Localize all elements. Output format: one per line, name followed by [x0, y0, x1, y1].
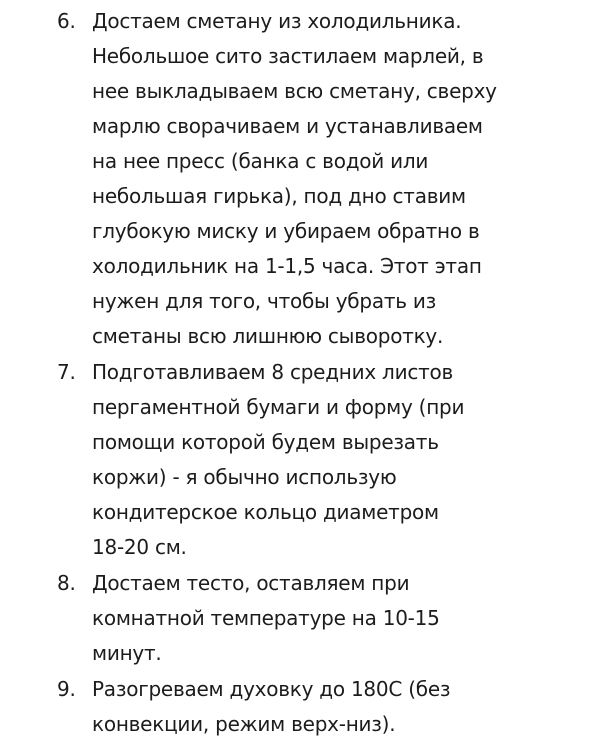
step-text-line: коржи) - я обычно использую	[92, 465, 397, 489]
step-text-line: Достаем тесто, оставляем при	[92, 571, 410, 595]
step-text-line: 18-20 см.	[92, 535, 187, 559]
step-text	[92, 355, 592, 565]
step-text-line: Разогреваем духовку до 180С (без	[92, 677, 451, 701]
step-number: 6.	[57, 9, 76, 33]
step-text-line: на нее пресс (банка с водой или	[92, 149, 429, 173]
step-text-line: Достаем сметану из холодильника.	[92, 9, 462, 33]
step-text-line: нее выкладываем всю сметану, сверху	[92, 79, 497, 103]
step-text	[92, 672, 592, 742]
step-text-line: Небольшое сито застилаем марлей, в	[92, 44, 484, 68]
step-text	[92, 566, 592, 671]
step-text-line: кондитерское кольцо диаметром	[92, 500, 439, 524]
step-text-line: минут.	[92, 641, 162, 665]
step-text-line: холодильник на 1-1,5 часа. Этот этап	[92, 254, 482, 278]
step-number: 9.	[57, 677, 76, 701]
step-text-line: помощи которой будем вырезать	[92, 430, 439, 454]
step-number: 7.	[57, 360, 76, 384]
step-text-line: комнатной температуре на 10-15	[92, 606, 440, 630]
step-text-line: Подготавливаем 8 средних листов	[92, 360, 453, 384]
step-text-line: конвекции, режим верх-низ).	[92, 712, 396, 736]
step-text-line: нужен для того, чтобы убрать из	[92, 289, 436, 313]
step-text-line: сметаны всю лишнюю сыворотку.	[92, 324, 444, 348]
step-text-line: марлю сворачиваем и устанавливаем	[92, 114, 483, 138]
step-text	[92, 4, 592, 354]
step-text-line: глубокую миску и убираем обратно в	[92, 219, 480, 243]
step-number: 8.	[57, 571, 76, 595]
step-text-line: пергаментной бумаги и форму (при	[92, 395, 465, 419]
step-text-line: небольшая гирька), под дно ставим	[92, 184, 466, 208]
